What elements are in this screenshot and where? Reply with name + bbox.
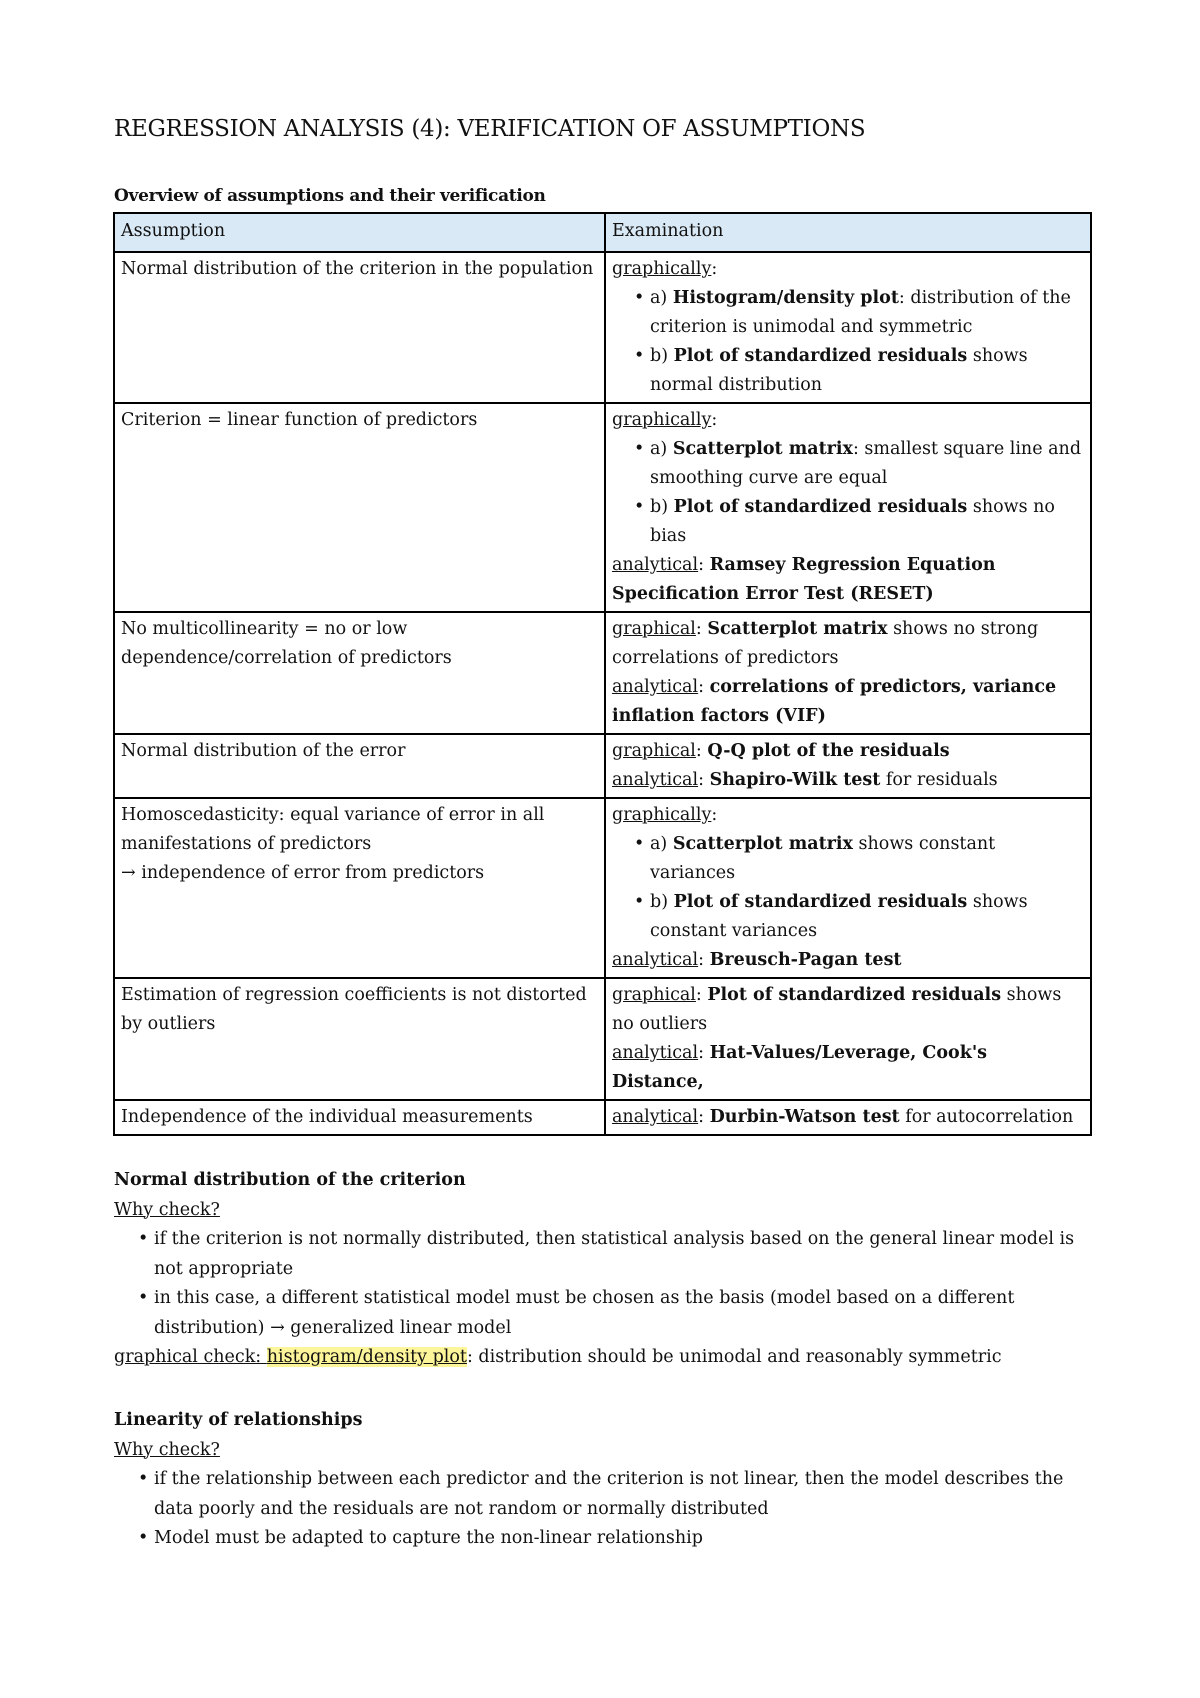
- table-header-row: [114, 213, 1091, 252]
- assumption-cell: Normal distribution of the criterion in the population: [114, 252, 605, 403]
- method-label: graphically: [612, 410, 712, 430]
- method-label: graphical: [612, 741, 696, 761]
- method-label: analytical: [612, 950, 699, 970]
- table-row: [114, 798, 1091, 978]
- method-label: analytical: [612, 555, 699, 575]
- section-heading: Normal distribution of the criterion: [114, 1170, 466, 1190]
- list-item: • if the relationship between each predictor and the criterion is not linear, then the model describes the data poorly and the residuals are not random or normally distributed: [136, 1465, 1094, 1524]
- header-examination: Examination: [605, 213, 1091, 252]
- method-label: analytical: [612, 770, 699, 790]
- examination-list: [612, 435, 1084, 551]
- why-check-label: Why check?: [114, 1439, 220, 1460]
- section-heading: Linearity of relationships: [114, 1410, 363, 1430]
- examination-list: [612, 830, 1084, 946]
- assumption-cell: Normal distribution of the error: [114, 734, 605, 798]
- examination-cell: graphical: Scatterplot matrix shows no strong correlations of predictors analytical: correlations of predictors, variance inflation factors (VIF): [605, 612, 1091, 734]
- examination-cell: graphically: • a) Scatterplot matrix shows constant variances • b) Plot of standardized residuals shows constant variances analytical: Breusch-Pagan test: [605, 798, 1091, 978]
- list-item: • if the criterion is not normally distributed, then statistical analysis based on the general linear model is not appropriate: [136, 1225, 1094, 1284]
- method-label: analytical: [612, 677, 699, 697]
- method-label: analytical: [612, 1107, 699, 1127]
- examination-cell: graphical: Plot of standardized residuals shows no outliers analytical: Hat-Values/Leverage, Cook's Distance,: [605, 978, 1091, 1100]
- examination-cell: analytical: Durbin-Watson test for autocorrelation: [605, 1100, 1091, 1135]
- table-row: [114, 252, 1091, 403]
- document-title: REGRESSION ANALYSIS (4): VERIFICATION OF ASSUMPTIONS: [114, 116, 866, 142]
- list-item: • a) Scatterplot matrix: smallest square line and smoothing curve are equal: [632, 435, 1084, 493]
- table-caption: Overview of assumptions and their verification: [114, 186, 546, 206]
- table-row: [114, 734, 1091, 798]
- highlighted-term: histogram/density plot: [266, 1347, 467, 1367]
- method-label: graphical: [612, 619, 696, 639]
- assumption-cell: Independence of the individual measurements: [114, 1100, 605, 1135]
- method-label: analytical: [612, 1043, 699, 1063]
- table-row: [114, 403, 1091, 612]
- assumption-cell: Estimation of regression coefficients is not distorted by outliers: [114, 978, 605, 1100]
- table-row: [114, 612, 1091, 734]
- method-label: graphical: [612, 985, 696, 1005]
- examination-cell: graphically: • a) Histogram/density plot: distribution of the criterion is unimodal and symmetric • b) Plot of standardized residuals shows normal distribution: [605, 252, 1091, 403]
- list-item: • Model must be adapted to capture the non-linear relationship: [136, 1524, 1094, 1554]
- assumption-cell: No multicollinearity = no or low dependence/correlation of predictors: [114, 612, 605, 734]
- header-assumption: Assumption: [114, 213, 605, 252]
- examination-cell: graphically: • a) Scatterplot matrix: smallest square line and smoothing curve are equal • b) Plot of standardized residuals shows no bias analytical: Ramsey Regression Equation Specification Error Test (RESET): [605, 403, 1091, 612]
- list-item: • a) Scatterplot matrix shows constant variances: [632, 830, 1084, 888]
- list-item: • in this case, a different statistical model must be chosen as the basis (model based on a different distribution) → generalized linear model: [136, 1284, 1094, 1343]
- assumption-cell: Criterion = linear function of predictors: [114, 403, 605, 612]
- examination-cell: graphical: Q-Q plot of the residuals analytical: Shapiro-Wilk test for residuals: [605, 734, 1091, 798]
- graphical-check-line: graphical check: histogram/density plot: distribution should be unimodal and reasonably symmetric: [114, 1347, 1002, 1367]
- section-linearity: [114, 1406, 1094, 1554]
- list-item: • b) Plot of standardized residuals shows normal distribution: [632, 342, 1084, 400]
- table-row: [114, 1100, 1091, 1135]
- reason-list: [114, 1465, 1094, 1554]
- list-item: • a) Histogram/density plot: distribution of the criterion is unimodal and symmetric: [632, 284, 1084, 342]
- assumptions-table: [113, 212, 1092, 1136]
- reason-list: [114, 1225, 1094, 1343]
- why-check-label: Why check?: [114, 1199, 220, 1220]
- examination-list: [612, 284, 1084, 400]
- assumption-cell: Homoscedasticity: equal variance of error in all manifestations of predictors → independence of error from predictors: [114, 798, 605, 978]
- list-item: • b) Plot of standardized residuals shows no bias: [632, 493, 1084, 551]
- method-label: graphically: [612, 805, 712, 825]
- section-normal-distribution: [114, 1166, 1094, 1373]
- table-row: [114, 978, 1091, 1100]
- method-label: graphically: [612, 259, 712, 279]
- list-item: • b) Plot of standardized residuals shows constant variances: [632, 888, 1084, 946]
